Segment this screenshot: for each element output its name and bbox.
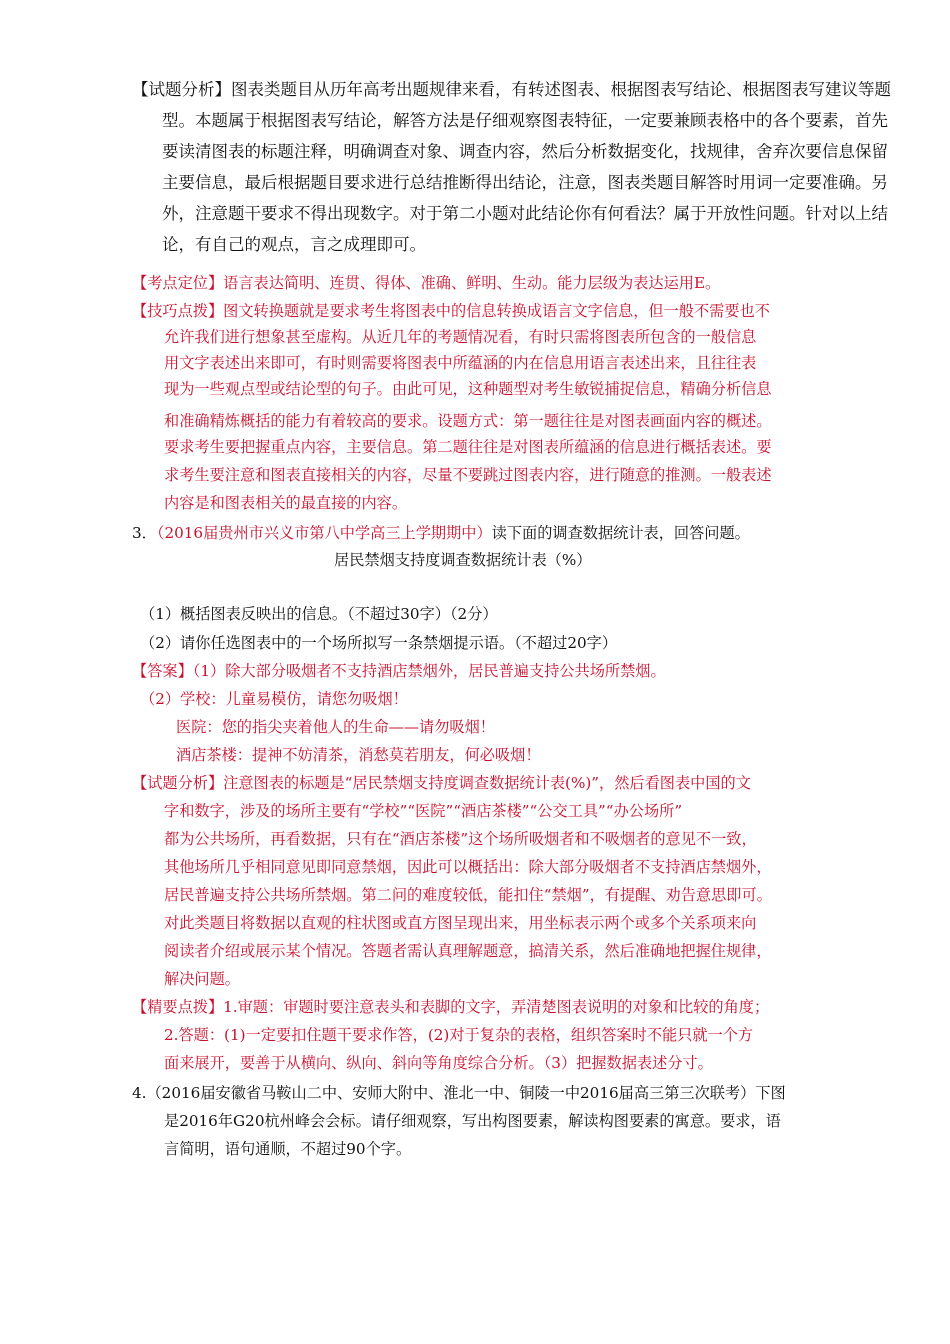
text-line: 要求考生要把握重点内容，主要信息。第二题往往是对图表所蕴涵的信息进行概括表述。要: [164, 438, 772, 456]
text-line: 2.答题：(1)一定要扣住题干要求作答，(2)对于复杂的表格，组织答案时不能只就一个方: [164, 1026, 754, 1044]
text-line: 现为一些观点型或结论型的句子。由此可见，这种题型对考生敏锐捕捉信息，精确分析信息: [164, 380, 772, 398]
kaodian-line: 【考点定位】语言表达简明、连贯、得体、准确、鲜明、生动。能力层级为表达运用E。: [132, 274, 721, 292]
text-line: 言简明，语句通顺，不超过90个字。: [164, 1140, 412, 1158]
question-number: 3．: [132, 524, 157, 542]
sub-question-2: （2）请你任选图表中的一个场所拟写一条禁烟提示语。（不超过20字）: [140, 634, 618, 652]
text-line: 论，有自己的观点，言之成理即可。: [162, 235, 426, 254]
text-line: 【精要点拨】1.审题：审题时要注意表头和表脚的文字，弄清楚图表说明的对象和比较的角度；: [132, 998, 770, 1016]
text-line: 【试题分析】注意图表的标题是“居民禁烟支持度调查数据统计表(%)”，然后看图表中国的文: [132, 774, 751, 792]
text-line: 面来展开，要善于从横向、纵向、斜向等角度综合分析。（3）把握数据表述分寸。: [164, 1054, 713, 1072]
answer-line: 酒店茶楼：提神不妨清茶，消愁莫若朋友，何必吸烟！: [176, 746, 541, 764]
text-line: 阅读者介绍或展示某个情况。答题者需认真理解题意，搞清关系，然后准确地把握住规律，: [164, 942, 772, 960]
text-line: 居民普遍支持公共场所禁烟。第二问的难度较低，能扣住“禁烟”，有提醒、劝告意思即可。: [164, 886, 772, 904]
text-line: 是2016年G20杭州峰会会标。请仔细观察，写出构图要素，解读构图要素的寓意。要求，语: [164, 1112, 781, 1130]
text-line: 内容是和图表相关的最直接的内容。: [164, 494, 407, 512]
answer-line: （2）学校：儿童易模仿，请您勿吸烟！: [140, 690, 408, 708]
text-line: 允许我们进行想象甚至虚构。从近几年的考题情况看，有时只需将图表所包含的一般信息: [164, 328, 757, 346]
question-header: [132, 522, 750, 543]
text-line: 和准确精炼概括的能力有着较高的要求。设题方式：第一题往往是对图表画面内容的概述。: [164, 412, 772, 430]
sub-question-1: （1）概括图表反映出的信息。（不超过30字）（2分）: [140, 605, 498, 623]
text-line: 解决问题。: [164, 970, 240, 988]
text-line: 求考生要注意和图表直接相关的内容，尽量不要跳过图表内容，进行随意的推测。一般表述: [164, 466, 772, 484]
question-source: （2016届贵州市兴义市第八中学高三上学期期中）: [156, 524, 492, 542]
text-line: 都为公共场所，再看数据，只有在“酒店茶楼”这个场所吸烟者和不吸烟者的意见不一致，: [164, 830, 757, 848]
text-line: 【试题分析】图表类题目从历年高考出题规律来看，有转述图表、根据图表写结论、根据图表写建议等题: [132, 80, 891, 99]
text-line: 用文字表述出来即可，有时则需要将图表中所蕴涵的内在信息用语言表述出来，且往往表: [164, 354, 757, 372]
text-line: 4.（2016届安徽省马鞍山二中、安师大附中、淮北一中、铜陵一中2016届高三第三次联考）下图: [132, 1084, 786, 1102]
table-title: 居民禁烟支持度调查数据统计表（%）: [334, 551, 592, 569]
question-prompt: 读下面的调查数据统计表，回答问题。: [491, 524, 750, 542]
text-line: 型。本题属于根据图表写结论，解答方法是仔细观察图表特征，一定要兼顾表格中的各个要素，首先: [162, 111, 888, 130]
text-line: 其他场所几乎相同意见即同意禁烟，因此可以概括出：除大部分吸烟者不支持酒店禁烟外，: [164, 858, 772, 876]
answer-line: 医院：您的指尖夹着他人的生命——请勿吸烟！: [176, 718, 495, 736]
text-line: 外，注意题干要求不得出现数字。对于第二小题对此结论你有何看法？属于开放性问题。针对以上结: [162, 204, 888, 223]
text-line: 对此类题目将数据以直观的柱状图或直方图呈现出来，用坐标表示两个或多个关系项来向: [164, 914, 757, 932]
text-line: 要读清图表的标题注释，明确调查对象、调查内容，然后分析数据变化，找规律，舍弃次要信息保留: [162, 142, 888, 161]
answer-line: 【答案】（1）除大部分吸烟者不支持酒店禁烟外，居民普遍支持公共场所禁烟。: [132, 662, 666, 680]
text-line: 主要信息，最后根据题目要求进行总结推断得出结论，注意，图表类题目解答时用词一定要准确。另: [162, 173, 888, 192]
text-line: 【技巧点拨】图文转换题就是要求考生将图表中的信息转换成语言文字信息，但一般不需要也不: [132, 302, 770, 320]
text-line: 字和数字，涉及的场所主要有“学校”“医院”“酒店茶楼”“公交工具”“办公场所”: [164, 802, 683, 820]
